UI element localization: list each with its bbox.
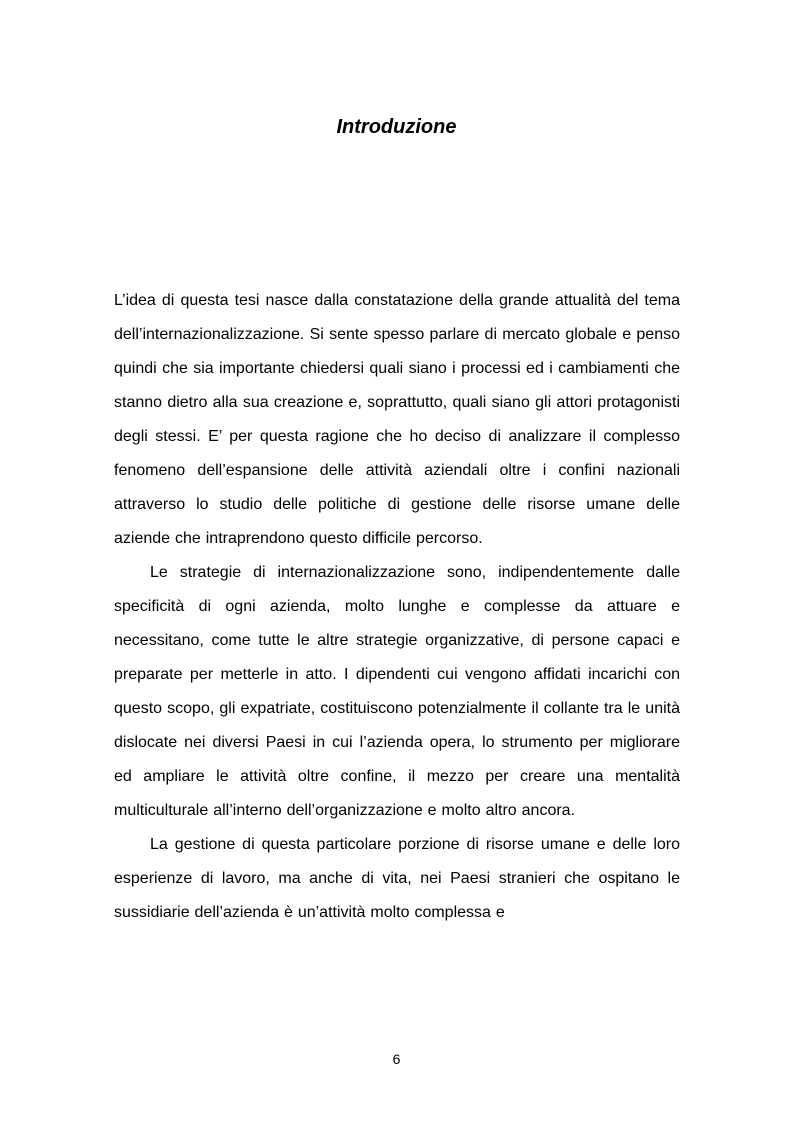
body-text: [114, 284, 680, 930]
paragraph-3: La gestione di questa particolare porzione di risorse umane e delle loro esperienze di lavoro, ma anche di vita, nei Paesi stranieri che ospitano le sussidiarie dell’azienda è un’attività molto complessa e: [114, 836, 680, 921]
paragraph-2: Le strategie di internazionalizzazione sono, indipendentemente dalle specificità di ogni azienda, molto lunghe e complesse da attuare e necessitano, come tutte le altre strategie organizzative, di persone capaci e preparate per metterle in atto. I dipendenti cui vengono affidati incarichi con questo scopo, gli expatriate, costituiscono potenzialmente il collante tra le unità dislocate nei diversi Paesi in cui l’azienda opera, lo strumento per migliorare ed ampliare le attività oltre confine, il mezzo per creare una mentalità multiculturale all’interno dell’organizzazione e molto altro ancora.: [114, 564, 680, 819]
page-number: 6: [392, 1051, 401, 1067]
page-title: Introduzione: [336, 116, 457, 138]
paragraph-1: L’idea di questa tesi nasce dalla constatazione della grande attualità del tema dell’internazionalizzazione. Si sente spesso parlare di mercato globale e penso quindi che sia importante chiedersi quali siano i processi ed i cambiamenti che stanno dietro alla sua creazione e, soprattutto, quali siano gli attori protagonisti degli stessi. E’ per questa ragione che ho deciso di analizzare il complesso fenomeno dell’espansione delle attività aziendali oltre i confini nazionali attraverso lo studio delle politiche di gestione delle risorse umane delle aziende che intraprendono questo difficile percorso.: [114, 292, 680, 547]
